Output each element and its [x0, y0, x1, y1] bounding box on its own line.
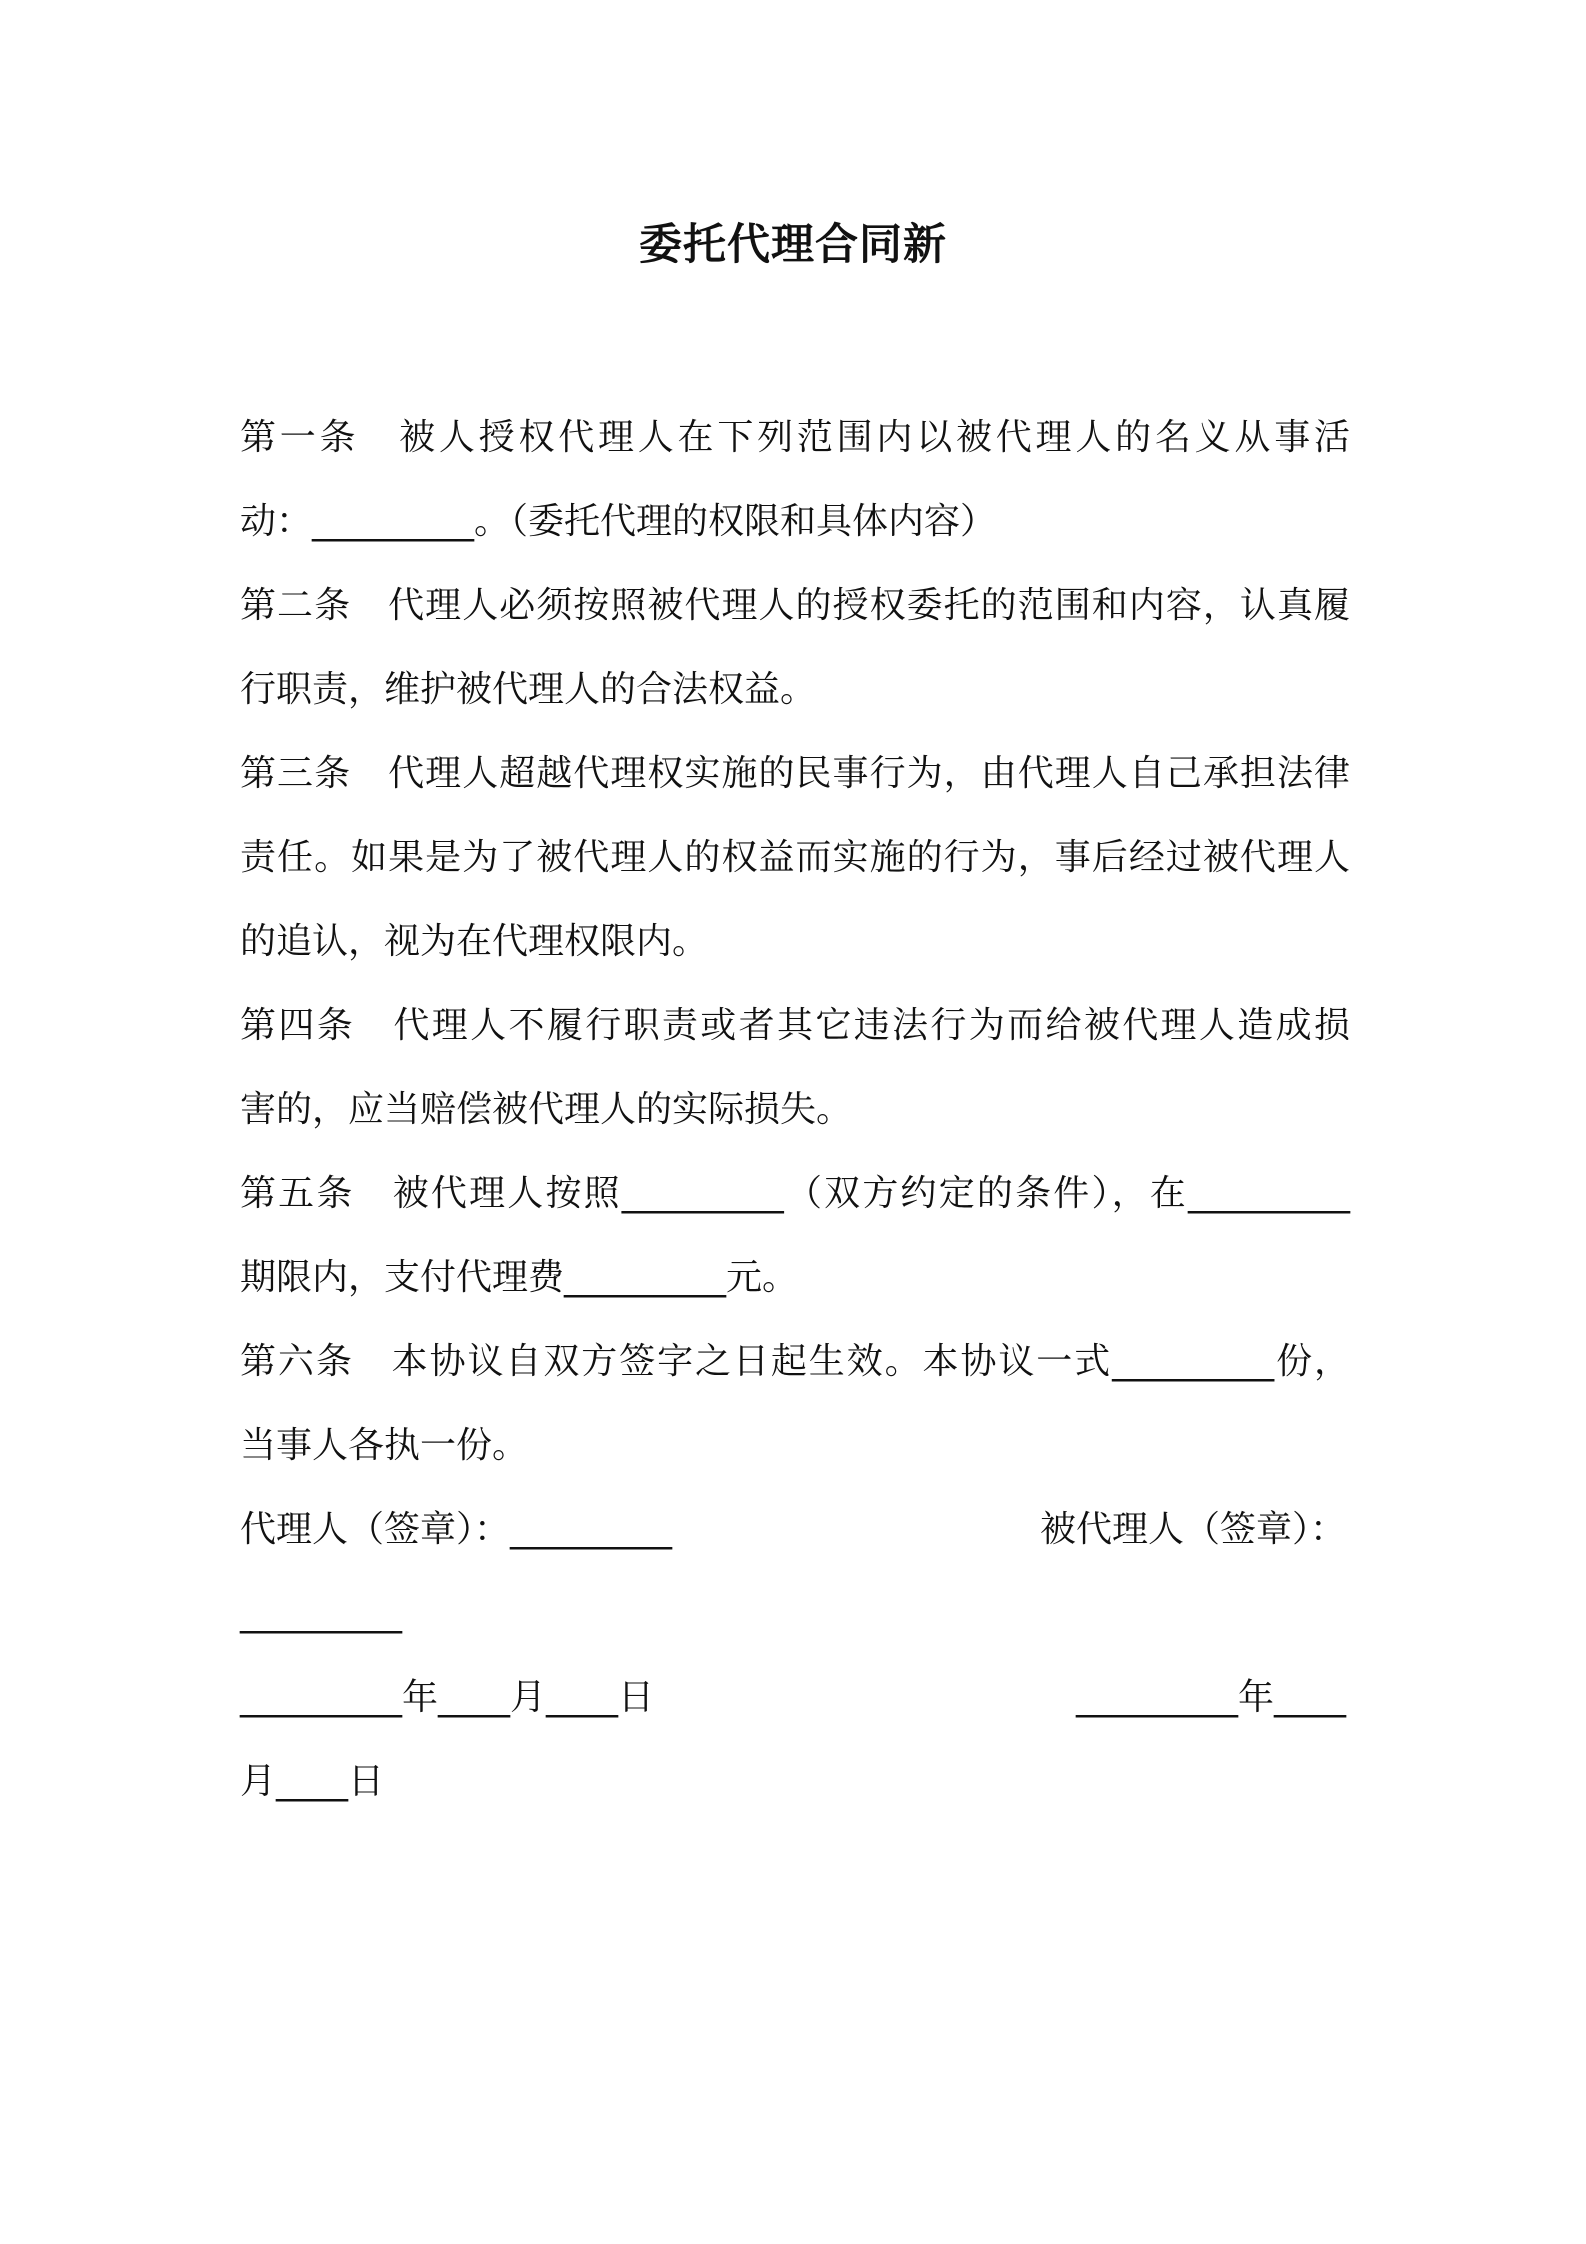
clause-2-line-2: 行职责，维护被代理人的合法权益。: [240, 669, 817, 710]
clause-1-line-1: 第一条 被人授权代理人在下列范围内以被代理人的名义从事活: [240, 417, 1350, 458]
agent-signature: 代理人（签章）：_________: [240, 1509, 673, 1550]
principal-signature: 被代理人（签章）：: [1039, 1509, 1346, 1550]
principal-date-continued: 月____日: [240, 1761, 385, 1802]
clause-1-line-2: 动：_________。（委托代理的权限和具体内容）: [240, 501, 997, 542]
principal-date: _________年____: [1076, 1677, 1346, 1718]
clause-6-line-2: 当事人各执一份。: [240, 1425, 529, 1466]
document-title: 委托代理合同新: [639, 220, 947, 270]
clause-3-line-2: 责任。如果是为了被代理人的权益而实施的行为，事后经过被代理人: [240, 837, 1350, 878]
principal-signature-blank: _________: [240, 1593, 402, 1634]
agent-date: _________年____月____日: [240, 1677, 654, 1718]
clause-5-line-1: 第五条 被代理人按照_________（双方约定的条件），在_________: [240, 1173, 1350, 1214]
clause-6-line-1: 第六条 本协议自双方签字之日起生效。本协议一式_________份，: [240, 1341, 1350, 1382]
clause-2-line-1: 第二条 代理人必须按照被代理人的授权委托的范围和内容，认真履: [240, 585, 1350, 626]
clause-4-line-1: 第四条 代理人不履行职责或者其它违法行为而给被代理人造成损: [240, 1005, 1350, 1046]
clause-3-line-1: 第三条 代理人超越代理权实施的民事行为，由代理人自己承担法律: [240, 753, 1350, 794]
clause-5-line-2: 期限内，支付代理费_________元。: [240, 1257, 799, 1298]
clause-3-line-3: 的追认，视为在代理权限内。: [240, 921, 709, 962]
clause-4-line-2: 害的，应当赔偿被代理人的实际损失。: [240, 1089, 853, 1130]
